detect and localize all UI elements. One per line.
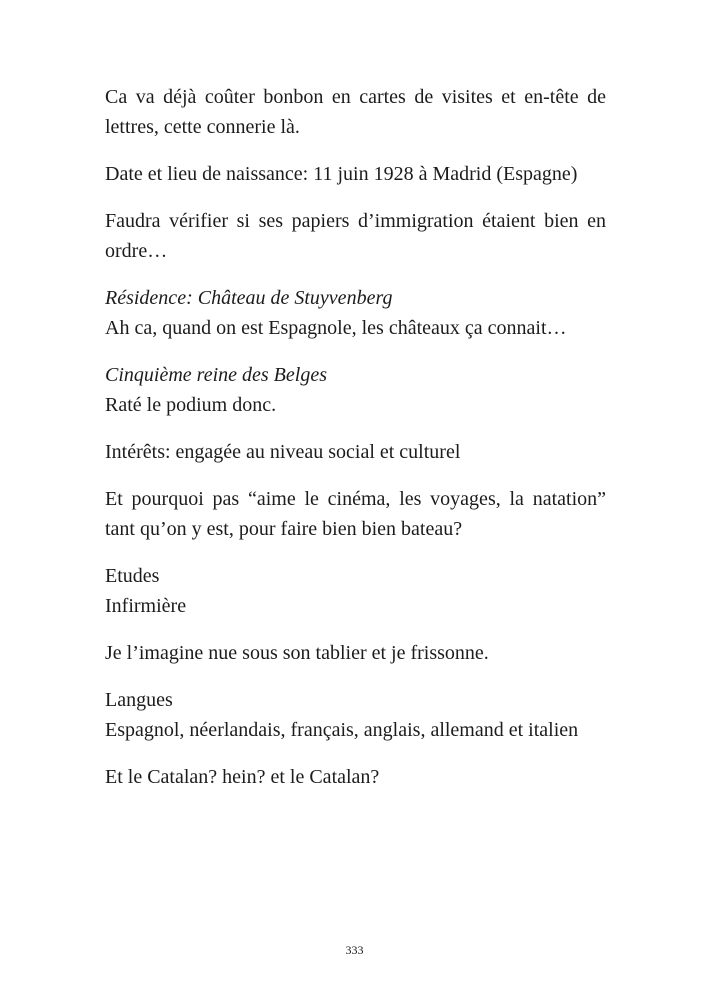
paragraph	[105, 685, 606, 745]
paragraph	[105, 82, 606, 142]
paragraph	[105, 561, 606, 621]
paragraph	[105, 283, 606, 343]
text-run: Et le Catalan? hein? et le Catalan?	[105, 766, 380, 788]
text-run: Langues	[105, 689, 173, 711]
page-number: 333	[345, 943, 364, 957]
text-run: Ca va déjà coûter bonbon en cartes de visites et en-tête de lettres, cette connerie là.	[105, 86, 606, 138]
text-run: Espagnol, néerlandais, français, anglais, allemand et italien	[105, 719, 579, 741]
paragraph	[105, 360, 606, 420]
text-run: Raté le podium donc.	[105, 394, 277, 416]
text-run: Intérêts: engagée au niveau social et culturel	[105, 441, 461, 463]
text-run: Et pourquoi pas “aime le cinéma, les voyages, la natation” tant qu’on y est, pour faire bien bien bateau?	[105, 488, 606, 540]
paragraph	[105, 159, 606, 189]
italic-line: Résidence: Château de Stuyvenberg	[105, 287, 393, 309]
text-run: Ah ca, quand on est Espagnole, les châteaux ça connait…	[105, 317, 567, 339]
text-run: Faudra vérifier si ses papiers d’immigration étaient bien en ordre…	[105, 210, 606, 262]
paragraph	[105, 206, 606, 266]
text-run: Etudes	[105, 565, 160, 587]
paragraph	[105, 484, 606, 544]
text-run: Infirmière	[105, 595, 187, 617]
paragraph	[105, 762, 606, 792]
paragraph	[105, 437, 606, 467]
italic-line: Cinquième reine des Belges	[105, 364, 327, 386]
text-run: Je l’imagine nue sous son tablier et je frissonne.	[105, 642, 489, 664]
text-run: Date et lieu de naissance: 11 juin 1928 à Madrid (Espagne)	[105, 163, 578, 185]
text-body	[105, 82, 606, 809]
paragraph	[105, 638, 606, 668]
